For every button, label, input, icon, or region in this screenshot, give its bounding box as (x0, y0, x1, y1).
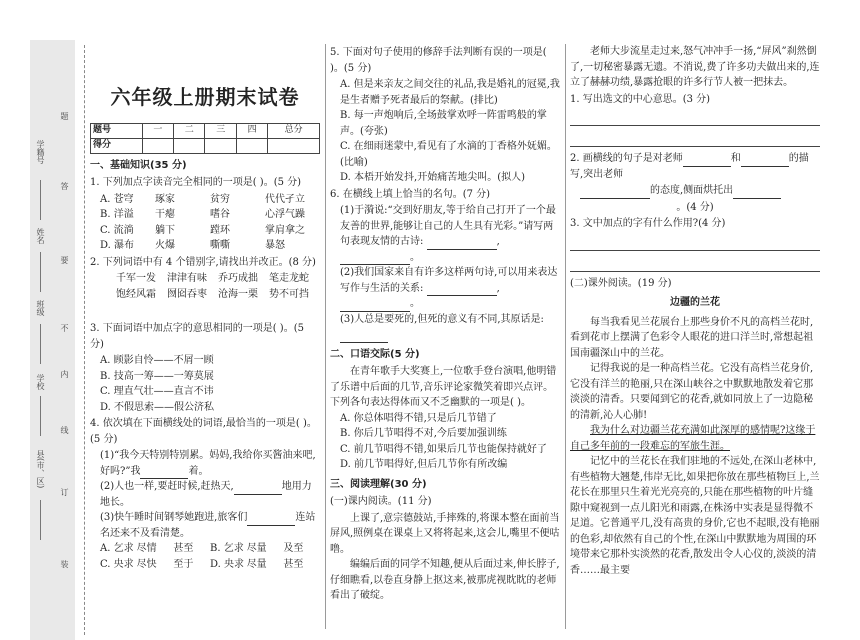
score-input[interactable] (142, 138, 173, 153)
option-text[interactable]: D. 不假思索——假公济私 (100, 401, 215, 413)
option-text[interactable]: A. 你总体唱得不错,只是后几节错了 (340, 412, 497, 424)
option-text[interactable]: C. 流淌 (100, 224, 134, 236)
q6-item-1: (1)于漪说:“交到好朋友,等于给自己打开了一个最友善的世界,能够让自己的人生具有光彩。”请写两句表现友情的古诗: , 。 (340, 203, 560, 265)
option-text[interactable]: B. 洋溢 (100, 209, 134, 221)
word: 沧海一栗 (218, 288, 258, 300)
passage-paragraph: 上课了,意宗德鼓站,手摔殊的,将课本整在面前当屏风,照例桌在课桌上又将将起来,这会儿,嘴里不便咕噜。 (330, 512, 560, 555)
option-text[interactable]: A. 苍穹 (100, 193, 134, 205)
oral-prompt: 在青年歌手大奖赛上,一位歌手登台演唱,他明错了乐谱中后面的几节,音乐评论家微笑着即兴点评。下列各句表达得体而又不乏幽默的一项是( )。 (330, 366, 557, 408)
fill-blank[interactable] (340, 301, 410, 312)
word: 乔巧成拙 (218, 273, 258, 285)
word: 饱经风霜 (116, 288, 156, 300)
score-input[interactable] (205, 138, 236, 153)
q4-item-text: (2)人也一样,要赶时候,赶热天, (100, 481, 234, 493)
fill-blank[interactable] (580, 188, 650, 199)
binding-label: 线 (60, 426, 69, 434)
class-label: 班级 (36, 300, 45, 316)
option-text[interactable]: D. 前几节唱得好,但后几节你有所改编 (340, 459, 508, 470)
reading-question-2-cont (580, 183, 820, 199)
fill-blank[interactable] (247, 515, 295, 526)
q4-item-1 (100, 448, 320, 479)
binding-margin (30, 40, 75, 640)
score-cell: 题号 (91, 124, 143, 139)
story-paragraph: 每当我看见兰花展台上那些身价不凡的高档兰花时,看到花市上摆满了色彩令人眼花的进口洋兰时,常想起祖国南疆深山中的兰花。 (570, 316, 814, 359)
section-heading: 一、基础知识(35 分) (90, 159, 187, 171)
binding-label: 答 (60, 182, 69, 190)
score-cell: 总分 (268, 124, 320, 139)
option-text[interactable]: D. 瀑布 (100, 240, 135, 252)
option-row (100, 192, 320, 208)
q2-text: 的描写,突出老师 (570, 153, 809, 180)
option-word: 贫穷 (210, 193, 230, 205)
option-text[interactable]: D. 央求 (210, 558, 245, 570)
option-word: 甚至 (283, 558, 304, 570)
column-divider (565, 44, 566, 629)
question-6: 6. 在横线上填上恰当的名句。(7 分) (330, 188, 491, 200)
reading-question-2 (570, 151, 820, 182)
option-text[interactable]: B. 你后几节唱得不对,今后要加强训练 (340, 428, 507, 439)
option-word: 心浮气躁 (265, 209, 305, 221)
section-heading: 三、阅读理解(30 分) (330, 478, 427, 490)
passage-paragraph: 编编后面的同学不知趣,便从后面过来,伸长脖子,仔细瞧看,以卷直身静上抠这来,被那虎视眈眈的老师看出了破绽。 (330, 559, 560, 601)
subsection-heading: (二)课外阅读。(19 分) (570, 277, 672, 289)
q6-item-2: (2)我们国家来自有许多这样两句诗,可以用来表达写作与生活的关系: , 。 (340, 265, 560, 312)
fill-blank[interactable] (683, 156, 731, 167)
option-text[interactable]: C. 央求 (100, 558, 134, 570)
word: 囫囵吞枣 (167, 288, 207, 300)
column-3 (570, 44, 820, 578)
option-text[interactable]: D. 本梧开始发抖,开始痛苦地尖叫。(拟人) (340, 172, 525, 183)
q2-points: 。(4 分) (676, 201, 714, 213)
q4-item-2 (100, 479, 320, 510)
option-word: 尽量 (246, 558, 267, 570)
fill-blank[interactable] (741, 156, 789, 167)
name-label: 姓名 (36, 228, 45, 244)
binding-label: 内 (60, 370, 69, 378)
question-1: 1. 下列加点字读音完全相同的一项是( )。(5 分) (90, 177, 302, 189)
answer-space[interactable] (90, 302, 320, 320)
option-word: 尽快 (136, 558, 157, 570)
q6-item-text: (1)于漪说:“交到好朋友,等于给自己打开了一个最友善的世界,能够让自己的人生具有光彩。”请写两句表现友情的古诗: (340, 205, 556, 247)
option-text[interactable]: A. 乞求 (100, 543, 134, 555)
option-word: 躺下 (155, 224, 175, 236)
option-word: 掌肩拿之 (265, 224, 305, 236)
word: 笔走龙蛇 (269, 273, 309, 285)
score-cell: 三 (205, 124, 236, 139)
score-table (90, 123, 320, 154)
option-word: 及至 (283, 543, 304, 555)
option-word: 代代孑立 (265, 193, 305, 205)
answer-line[interactable] (570, 130, 820, 147)
score-input[interactable] (174, 138, 205, 153)
option-word: 暴怒 (265, 240, 285, 252)
county-field[interactable] (40, 500, 41, 540)
score-input[interactable] (268, 138, 320, 153)
question-3: 3. 下面词语中加点字的意思相同的一项是( )。(5 分) (90, 323, 304, 350)
q4-item-3 (100, 510, 320, 541)
binding-label: 题 (60, 112, 69, 120)
option-row (100, 541, 320, 557)
option-text[interactable]: C. 理直气壮——直言不讳 (100, 386, 214, 398)
option-word: 干瘪 (155, 209, 175, 221)
q2-text: 的态度,侧面烘托出 (650, 185, 734, 196)
q6-item-text: (3)人总是要死的,但死的意义有不同,其原话是: (340, 313, 544, 325)
option-word: 火爆 (155, 240, 175, 252)
q4-item-text: 着。 (188, 465, 209, 477)
fill-blank[interactable] (340, 332, 388, 343)
score-cell: 四 (236, 124, 267, 139)
q6-item-3 (340, 312, 560, 343)
fill-blank[interactable] (427, 239, 497, 250)
score-table-score-row (91, 138, 320, 153)
q4-item-text: (1)“我今天特别特别累。妈妈,我给你买酱油来吧,好吗?”我 (100, 450, 316, 477)
option-word: 琢家 (155, 193, 175, 205)
option-text[interactable]: A. 但是来亲友之间交往的礼品,我是婚礼的冠冕,我是生者赠予死者最后的祭献。(排比) (340, 79, 560, 106)
option-row (100, 207, 320, 223)
option-word: 尽情 (136, 543, 157, 555)
score-input[interactable] (236, 138, 267, 153)
page-title: 六年级上册期末试卷 (110, 85, 300, 109)
passage-paragraph: 老师大步流星走过来,怒气冲冲手一扬,“屏风”刹然倒了,一切秘密暴露无遗。不消说,费了许多功夫做出来的,连立了赫赫功绩,暴露抢眼的许多行节人被一把抹去。 (570, 46, 820, 88)
reading-question-1: 1. 写出选文的中心意思。(3 分) (570, 93, 711, 105)
subsection-heading: (一)课内阅读。(11 分) (330, 496, 432, 507)
story-paragraph: 记得我说的是一种高档兰花。它没有高档兰花身价,它没有洋兰的艳丽,只在深山峡谷之中默默地散发着它那淡淡的清香。只要闻到它的花香,就如同放上了一边隐秘的清新,沁人心肺! (570, 363, 814, 421)
score-table-header-row (91, 124, 320, 139)
answer-line[interactable] (570, 109, 820, 126)
binding-label: 不 (60, 324, 69, 332)
word-row (116, 271, 320, 287)
option-word: 至于 (173, 558, 194, 570)
student-id-field[interactable] (40, 180, 41, 220)
word: 津津有味 (167, 273, 207, 285)
option-row (100, 557, 320, 573)
section-heading: 二、口语交际(5 分) (330, 348, 420, 360)
column-divider (325, 44, 326, 629)
name-field[interactable] (40, 252, 41, 292)
q4-item-text: (3)快午睡时间钢琴她跑进,旅客们 (100, 512, 248, 524)
q6-item-text: (2)我们国家来自有许多这样两句诗,可以用来表达写作与生活的关系: (340, 267, 558, 294)
school-label: 学校 (36, 374, 45, 390)
option-row (100, 223, 320, 239)
fill-blank[interactable] (140, 468, 188, 479)
cut-line (84, 45, 85, 635)
class-field[interactable] (40, 324, 41, 364)
word: 千军一发 (116, 273, 156, 285)
student-id-label: 学籍号 (36, 140, 45, 164)
question-2: 2. 下列词语中有 4 个错别字,请找出并改正。(8 分) (90, 256, 316, 268)
fill-blank[interactable] (733, 188, 781, 199)
fill-blank[interactable] (427, 285, 497, 296)
story-title: 边疆的兰花 (670, 297, 720, 308)
option-word: 尽量 (246, 543, 267, 555)
answer-line[interactable] (570, 255, 820, 272)
q4-item-text: 连站名还来不及看清楚。 (100, 512, 316, 539)
binding-label: 要 (60, 256, 69, 264)
option-text[interactable]: A. 顾影自怜——不屑一顾 (100, 355, 214, 367)
fill-blank[interactable] (234, 484, 282, 495)
binding-label: 订 (60, 488, 69, 496)
story-paragraph-underlined: 我为什么对边疆兰花充满如此深厚的感情呢?这缘于自己多年前的一段难忘的军旅生涯。 (570, 425, 816, 452)
q4-item-text: 地用力地长。 (100, 481, 312, 508)
binding-label: 装 (60, 560, 69, 568)
answer-line[interactable] (570, 234, 820, 251)
question-4: 4. 依次填在下面横线处的词语,最恰当的一项是( )。(5 分) (90, 418, 317, 445)
option-word: 蹚环 (210, 224, 230, 236)
option-text[interactable]: C. 在细雨迷蒙中,看见有了水滴的丁香格外妩媚。(比喻) (340, 141, 557, 168)
option-row (100, 238, 320, 254)
score-cell: 一 (142, 124, 173, 139)
option-word: 嘶嘶 (210, 240, 230, 252)
option-word: 甚至 (173, 543, 194, 555)
score-cell: 二 (174, 124, 205, 139)
school-field[interactable] (40, 396, 41, 436)
story-paragraph: 记忆中的兰花长在我们驻地的不远处,在深山老林中,有些植物大翘楚,伟岸无比,如果把你放在那些植物巨上,兰花长在那里只生着光光亮亮的,只能在那些植物的叶片缝隙中窥视到一点儿阳光和雨露,在株汤中实表是显得微不足道。它普通平几,没有高贵的身价,它也不起眼,没有艳丽的色彩,却依然有自己的个性,在深山中默默地为周围的环境带来它那朴实淡然的花香,散发出令人心仪的,淡淡的清香……最主要 (570, 456, 820, 576)
option-text[interactable]: C. 前几节唱得不错,如果后几节也能保持就好了 (340, 443, 547, 455)
option-text[interactable]: B. 乞求 (210, 543, 244, 555)
option-text[interactable]: B. 技高一筹——一筹莫展 (100, 370, 214, 382)
q2-text: 2. 画横线的句子是对老师 (570, 153, 683, 164)
column-2 (330, 44, 560, 604)
option-word: 嗜谷 (210, 209, 230, 221)
q2-text: 和 (730, 153, 741, 164)
fill-blank[interactable] (340, 254, 410, 265)
word: 势不可挡 (269, 288, 309, 300)
county-label: 县(市、区) (36, 450, 45, 489)
option-text[interactable]: B. 每一声炮响后,全场鼓掌欢呼一阵雷鸣般的掌声。(夸张) (340, 110, 547, 137)
score-cell: 得分 (91, 138, 143, 153)
question-5: 5. 下面对句子使用的修辞手法判断有误的一项是( )。(5 分) (330, 47, 547, 74)
column-1 (90, 44, 320, 572)
reading-question-3: 3. 文中加点的字有什么作用?(4 分) (570, 218, 726, 229)
word-row (116, 287, 320, 303)
